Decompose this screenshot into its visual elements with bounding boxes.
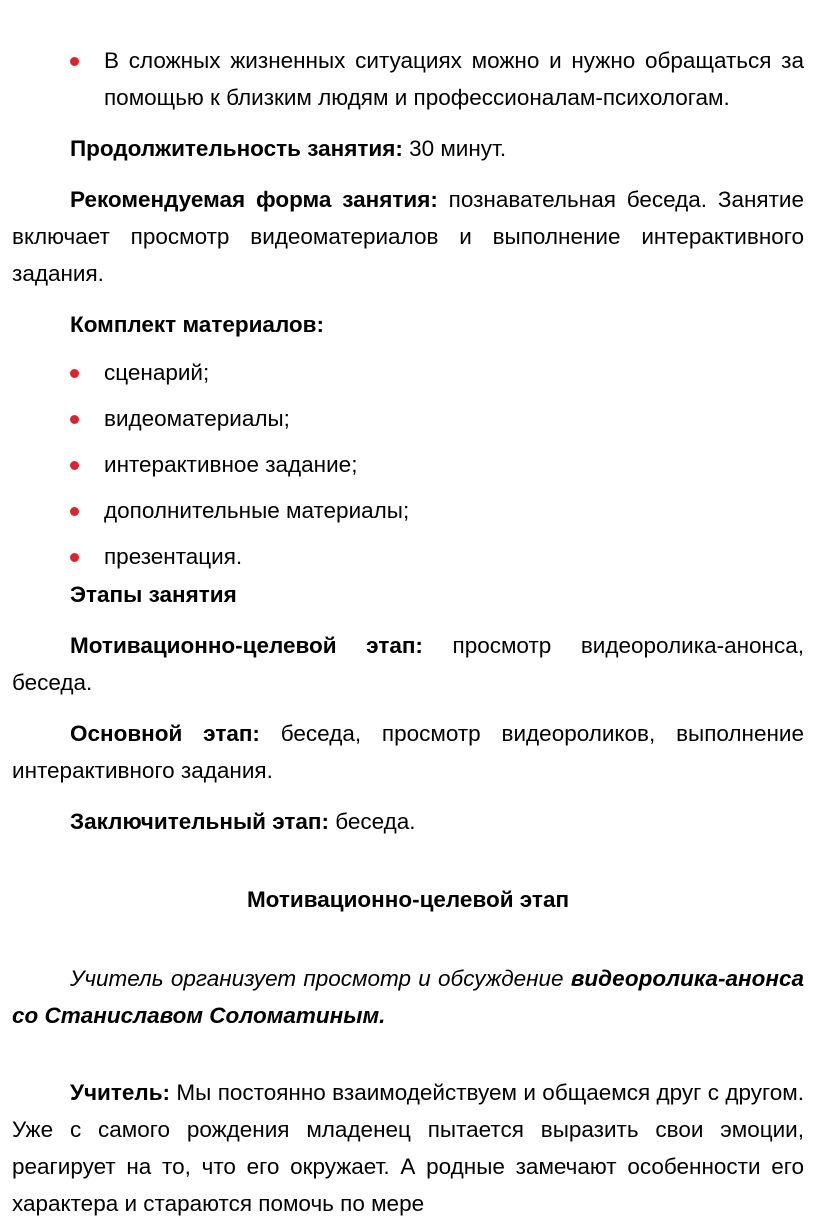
motivational-stage-label: Мотивационно-целевой этап: [70, 633, 423, 658]
final-stage-value: беседа. [328, 809, 416, 834]
list-item-text: дополнительные материалы; [104, 498, 410, 523]
materials-list [12, 354, 804, 575]
intro-bullet [12, 42, 804, 116]
bullet-icon [70, 507, 79, 516]
list-item-text: сценарий; [104, 360, 210, 385]
main-stage-paragraph [12, 715, 804, 789]
materials-heading: Комплект материалов: [70, 312, 325, 337]
intro-list [12, 42, 804, 116]
bullet-icon [70, 57, 79, 66]
form-label: Рекомендуемая форма занятия: [70, 187, 438, 212]
main-stage-value: беседа, просмотр видеороликов, выполнение интерактивного задания. [12, 721, 804, 783]
teacher-note-emphasis: видеоролика-анонса со Станиславом Соломатиным. [12, 966, 804, 1028]
duration-paragraph [12, 130, 804, 167]
list-item [12, 400, 804, 437]
list-item [12, 492, 804, 529]
duration-value: 30 минут. [402, 136, 507, 161]
final-stage-paragraph [12, 803, 804, 840]
bullet-icon [70, 461, 79, 470]
section-heading: Мотивационно-целевой этап [246, 887, 570, 912]
list-item-text: презентация. [104, 544, 243, 569]
teacher-note-text: Учитель организует просмотр и обсуждение [70, 966, 571, 991]
teacher-note [12, 960, 804, 1034]
form-value: познавательная беседа. Занятие включает просмотр видеоматериалов и выполнение интерактивного задания. [12, 187, 804, 286]
bullet-icon [70, 553, 79, 562]
list-item [12, 354, 804, 391]
teacher-speech-label: Учитель: [70, 1080, 171, 1105]
intro-bullet-text: В сложных жизненных ситуациях можно и нужно обращаться за помощью к близким людям и профессионалам-психологам. [104, 48, 804, 110]
motivational-stage-paragraph [12, 627, 804, 701]
list-item [12, 446, 804, 483]
form-paragraph [12, 181, 804, 292]
main-stage-label: Основной этап: [70, 721, 260, 746]
teacher-speech [12, 1074, 804, 1222]
stages-heading: Этапы занятия [70, 582, 237, 607]
final-stage-label: Заключительный этап: [70, 809, 329, 834]
motivational-stage-value: просмотр видеоролика-анонса, беседа. [12, 633, 804, 695]
list-item [12, 538, 804, 575]
list-item-text: видеоматериалы; [104, 406, 290, 431]
list-item-text: интерактивное задание; [104, 452, 358, 477]
duration-label: Продолжительность занятия: [70, 136, 403, 161]
bullet-icon [70, 415, 79, 424]
teacher-speech-text: Мы постоянно взаимодействуем и общаемся друг с другом. Уже с самого рождения младенец пытается выразить свои эмоции, реагирует на то, что его окружает. А родные замечают особенности его характера и стараются помочь по мере [12, 1080, 804, 1216]
bullet-icon [70, 369, 79, 378]
